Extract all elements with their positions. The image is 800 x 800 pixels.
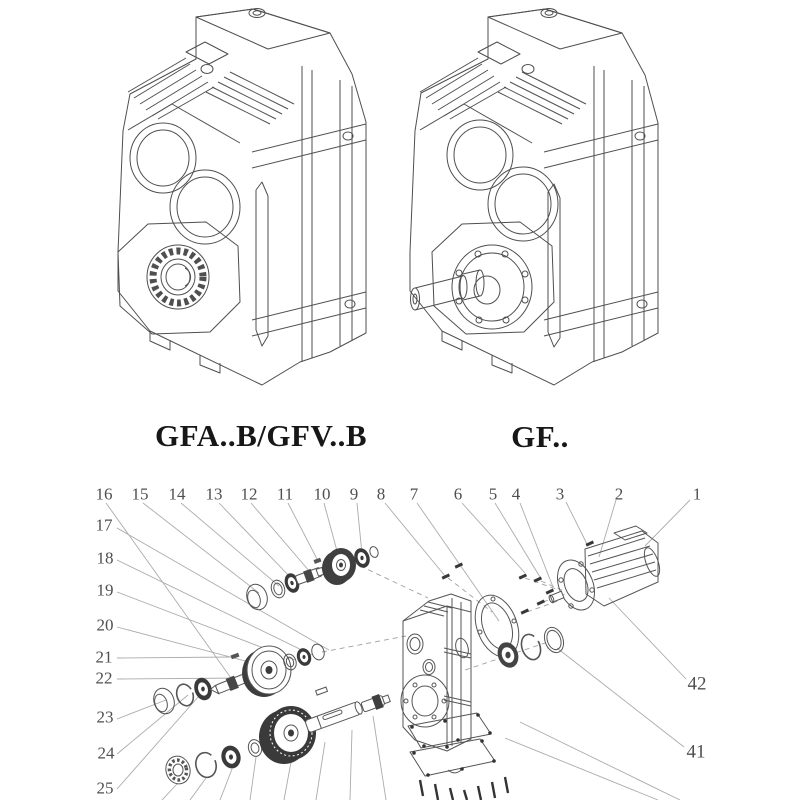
foot-notch [492,355,512,373]
callout-12: 12 [240,484,258,504]
shaft-key [316,687,328,695]
callout-15: 15 [131,484,149,504]
callout-21: 21 [95,647,113,667]
motor-assembly [548,526,663,615]
oil-pan-gasket [410,739,495,776]
callout-6: 6 [453,484,463,504]
callout-13: 13 [205,484,223,504]
gearbox-iso-drawing-right [410,9,658,386]
washer [368,546,379,559]
callout-5: 5 [488,484,498,504]
input-bores [420,104,558,241]
output-shaft [411,270,485,310]
snap-ring [518,632,544,663]
gaskets-and-bolts [408,713,508,800]
hollow-shaft-bearing-boss [118,222,240,334]
caption-right-model: GF.. [511,419,569,454]
callout-3: 3 [555,484,565,504]
intermediate-shaft-assembly [150,643,326,717]
callout-7: 7 [409,484,419,504]
callout-1: 1 [692,484,702,504]
output-shaft [305,701,364,733]
callout-19: 19 [96,580,114,600]
callout-20: 20 [96,615,114,635]
shaft-key [313,558,321,564]
callout-16: 16 [95,484,113,504]
retaining-ring [310,643,326,662]
mounting-rails [252,66,366,362]
motor-body [585,531,658,606]
cooling-fins-center [206,72,294,124]
pinion-shaft [360,691,391,714]
ball-bearing [163,753,193,786]
callout-23: 23 [96,707,114,727]
callout-18: 18 [96,548,114,568]
gear [322,548,356,585]
callout-8: 8 [376,484,386,504]
callout-41: 41 [686,741,706,763]
cooling-fins-center [498,72,586,124]
gasket [408,713,491,748]
foot-notch [442,331,462,350]
caption-left-model: GFA..B/GFV..B [154,418,368,453]
exploded-parts-diagram [106,500,690,800]
callout-17: 17 [95,515,113,535]
pan-bolts [420,777,508,800]
callout-2: 2 [614,484,624,504]
motor-flange [550,555,601,616]
gearbox-iso-drawing-left [118,9,366,386]
bearing [219,743,243,770]
snap-ring [193,750,219,779]
leader-lines [106,500,690,800]
seal-ring [269,578,287,599]
callout-10: 10 [313,484,331,504]
callout-22: 22 [95,668,113,688]
callout-9: 9 [349,484,359,504]
callout-11: 11 [276,484,294,504]
input-pinion-shaft [295,565,325,586]
callout-42: 42 [687,673,707,695]
mounting-rails [544,66,658,362]
vertical-rib [256,182,268,346]
callout-4: 4 [511,484,521,504]
callout-24: 24 [97,743,115,763]
retaining-ring [541,625,567,656]
output-gear [259,706,316,764]
cooling-fins-left [420,58,506,119]
input-shaft-assembly [243,546,379,613]
callout-25: 25 [96,778,114,798]
foot-notch [200,355,220,373]
output-shaft-assembly [163,687,392,787]
bearing [295,646,314,667]
callout-14: 14 [168,484,186,504]
gear-wheel [242,646,291,697]
